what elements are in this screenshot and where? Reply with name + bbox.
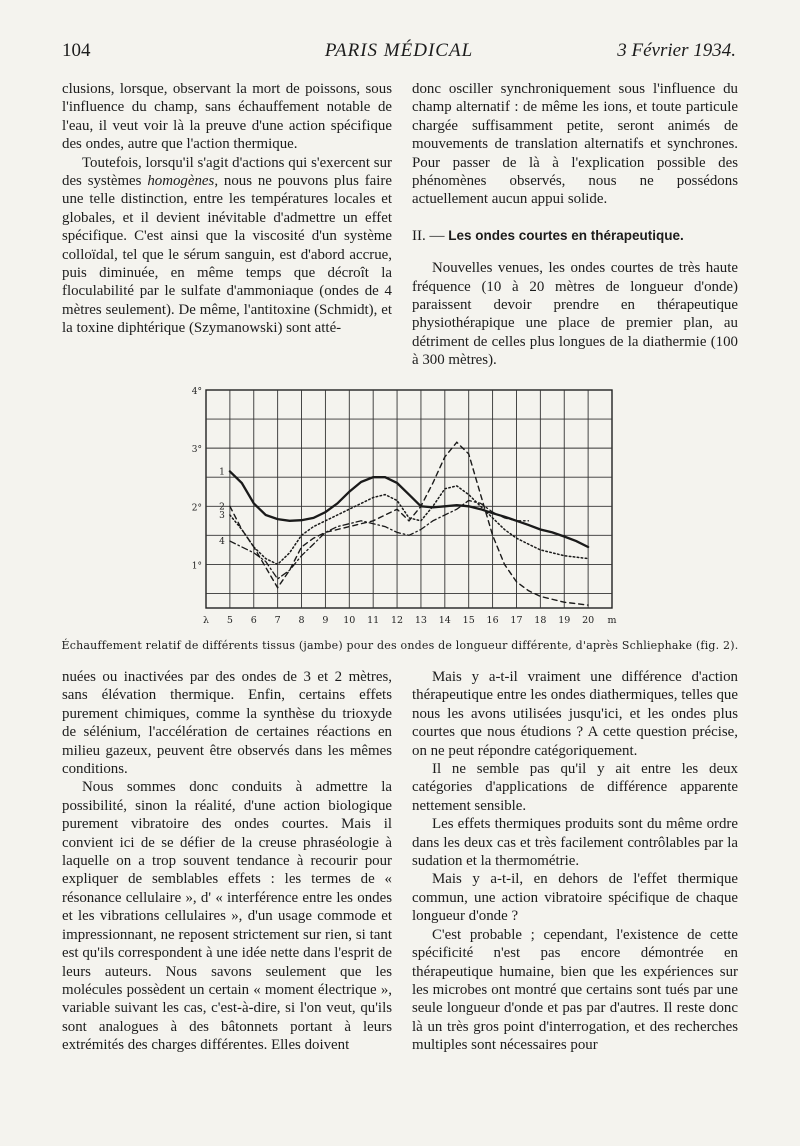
paragraph: Nouvelles venues, les ondes courtes de très haute fréquence (10 à 20 mètres de longueur d'onde) paraissent devoir prendre en thérapeutique physiothérapique une place de premier plan, au détriment de celles plus longues de la diathermie (100 à 300 mètres). [412, 260, 738, 369]
series-line-2 [230, 442, 588, 605]
plot-frame [206, 390, 612, 608]
y-tick-label: 2° [191, 503, 202, 514]
paragraph: donc osciller synchroniquement sous l'influence du champ alternatif : de même les ions, et toute particule chargée suffisamment petite, seront animés de mouvements de translation alternatifs et synchrones. Pour passer de là à l'explication possible des phénomènes observés, nous ne possédons actuellement aucun appui solide. [412, 81, 738, 208]
paragraph: Il ne semble pas qu'il y ait entre les deux catégories d'applications de différence apparente nettement sensible. [412, 761, 738, 814]
paragraph [62, 154, 392, 338]
x-tick-label: m [607, 615, 617, 626]
series-label-2: 2 [219, 502, 225, 513]
x-tick-label: 18 [534, 615, 547, 626]
x-tick-label: 13 [414, 615, 427, 626]
x-tick-label: 14 [438, 615, 451, 626]
line-chart [180, 384, 620, 634]
figure-caption: Échauffement relatif de différents tissus (jambe) pour des ondes de longueur différente, d'après Schliephake (fig. 2). [61, 639, 739, 652]
paragraph: Mais y a-t-il vraiment une différence d'action thérapeutique entre les ondes diathermiques, telles que nous les avons utilisées jusqu'ici, et les ondes plus courtes que nous étudions ? A cette question précise, on ne peut répondre catégoriquement. [412, 669, 738, 759]
x-tick-label: 8 [298, 615, 305, 626]
page-number: 104 [62, 40, 91, 61]
x-tick-label: λ [202, 615, 210, 626]
column-top-left [62, 80, 392, 338]
column-bottom-left [62, 668, 392, 1055]
x-tick-label: 6 [250, 615, 257, 626]
x-tick-label: 10 [343, 615, 356, 626]
x-tick-label: 15 [462, 615, 475, 626]
x-tick-label: 7 [274, 615, 281, 626]
y-tick-label: 3° [191, 445, 202, 456]
series-line-4 [230, 501, 529, 579]
paragraph: Les effets thermiques produits sont du même ordre dans les deux cas et très facilement contrôlables par la sudation et la thermométrie. [412, 816, 738, 870]
x-tick-label: 5 [226, 615, 233, 626]
figure-chart [180, 384, 620, 634]
x-tick-label: 16 [486, 615, 499, 626]
column-top-right [412, 80, 738, 370]
x-tick-label: 12 [391, 615, 404, 626]
paragraph: C'est probable ; cependant, l'existence de cette spécificité n'est pas encore démontrée en thérapeutique humaine, bien que les expériences sur les microbes ont montré que certains sont tués par une seule longueur d'onde et pas par d'autres. Il reste donc là un très gros point d'interrogation, et des recherches multiples sont nécessaires pour [412, 926, 738, 1054]
paragraph-text: Toutefois, lorsqu'il s'agit d'actions qui s'exercent sur des systèmes [62, 154, 392, 190]
section-title: Les ondes courtes en thérapeutique. [448, 227, 684, 243]
x-tick-label: 17 [510, 615, 523, 626]
issue-date: 3 Février 1934. [617, 40, 736, 61]
x-tick-label: 11 [367, 615, 380, 626]
x-tick-label: 9 [322, 615, 329, 626]
x-tick-label: 20 [582, 615, 595, 626]
paragraph: clusions, lorsque, observant la mort de poissons, sous l'influence du champ, sans échauffement notable de l'eau, il veut voir là la preuve d'une action spécifique des ondes, autre que l'action thermique. [62, 81, 392, 153]
series-line-3 [230, 486, 588, 565]
series-label-4: 4 [219, 537, 225, 548]
series-label-1: 1 [219, 467, 225, 478]
paragraph: Mais y a-t-il, en dehors de l'effet thermique commun, une action vibratoire spécifique de chaque longueur d'onde ? [412, 871, 738, 925]
journal-title: PARIS MÉDICAL [324, 40, 474, 61]
section-heading [412, 227, 738, 245]
paragraph: Nous sommes donc conduits à admettre la possibilité, sinon la réalité, d'une action biologique purement vibratoire des ondes courtes. Mais il convient ici de se défier de la creuse phraséologie à laquelle on a trop souvent tendance à recourir pour expliquer de semblables effets : les termes de « résonance cellulaire », d' « interférence entre les ondes et les vibrations cellulaires », d'un usage commode et impressionnant, ne reposent strictement sur rien, si tant est qu'ils correspondent à une idée nette dans l'esprit de leurs auteurs. Nous savons seulement que les molécules possèdent un certain « moment électrique », variable suivant les cas, c'est-à-dire, si l'on veut, qu'ils sont analogues à des bâtonnets portant à leurs extrémités des charges différentes. Elles doivent [62, 779, 392, 1054]
x-tick-label: 19 [558, 615, 571, 626]
column-bottom-right [412, 668, 738, 1055]
paragraph-text: , nous ne pouvons plus faire une telle distinction, entre les températures locales et globales, et il devient inévitable d'admettre un effet spécifique. C'est ainsi que la viscosité d'un système colloïdal, tel que le sérum sanguin, est d'abord accrue, puis diminuée, en même temps que décroît la floculabilité par le sulfate d'ammoniaque (ondes de 4 mètres seulement). De même, l'antitoxine (Schmidt), et la toxine diphtérique (Szymanowski) sont atté- [62, 173, 392, 337]
page-header [62, 40, 736, 76]
emphasis-homogenes: homogènes [147, 173, 215, 190]
series-label-3: 3 [219, 510, 225, 521]
section-number: II. — [412, 227, 445, 244]
y-tick-label: 1° [191, 561, 202, 572]
paragraph: nuées ou inactivées par des ondes de 3 et 2 mètres, sans élévation thermique. Enfin, certains effets purement chimiques, comme la synthèse du trioxyde de sélénium, l'accélération de certaines réactions en milieu gazeux, peuvent être observés dans les mêmes conditions. [62, 669, 392, 778]
y-tick-label: 4° [191, 387, 202, 397]
